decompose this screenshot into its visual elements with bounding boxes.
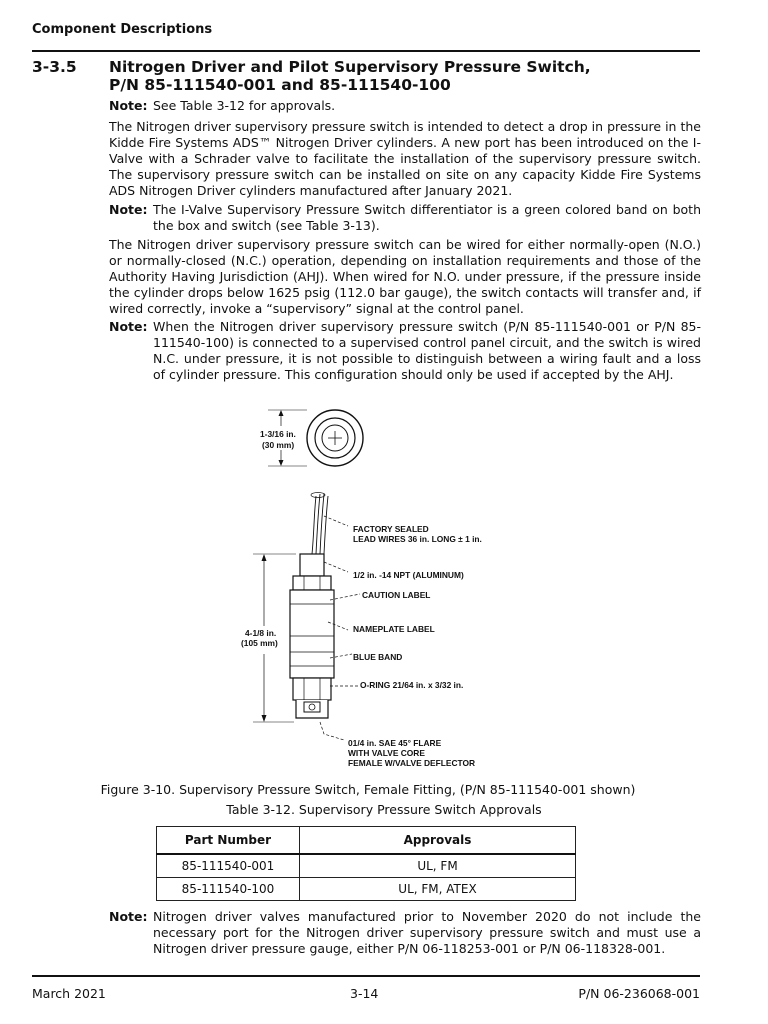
footer-page-number: 3-14 — [350, 986, 379, 1001]
header-rule — [32, 50, 700, 52]
paragraph-intro: The Nitrogen driver supervisory pressure switch is intended to detect a drop in pressure in the Kidde Fire Systems ADS™ Nitrogen Driver cylinders. A new port has been introduced on the I-Valve with a Schrader valve to facilitate the installation of the supervisory pressure switch. The supervisory pressure switch can be installed on site on any capacity Kidde Fire Systems ADS Nitrogen Driver cylinders manufactured after January 2021. — [109, 119, 701, 198]
approvals-table — [156, 826, 576, 901]
top-dim-label-1: 1-3/16 in. — [260, 429, 296, 439]
callout-leads-1: FACTORY SEALED — [353, 524, 429, 534]
callout-caution: CAUTION LABEL — [362, 590, 431, 600]
callout-flare-3: FEMALE W/VALVE DEFLECTOR — [348, 758, 476, 768]
table-caption: Table 3-12. Supervisory Pressure Switch Approvals — [226, 802, 542, 817]
pressure-switch-diagram — [220, 404, 540, 776]
callout-flare-2: WITH VALVE CORE — [348, 748, 425, 758]
cell-part-number: 85-111540-100 — [157, 878, 300, 901]
callout-npt: 1/2 in. -14 NPT (ALUMINUM) — [353, 570, 464, 580]
callout-leads-2: LEAD WIRES 36 in. LONG ± 1 in. — [353, 534, 482, 544]
note-text: See Table 3-12 for approvals. — [153, 98, 336, 113]
note-label: Note: — [109, 909, 148, 924]
callout-band: BLUE BAND — [353, 652, 403, 662]
top-view — [260, 410, 363, 466]
table-header-row — [157, 827, 576, 855]
side-view — [241, 493, 334, 723]
table-row — [157, 854, 576, 878]
callout-oring: O-RING 21/64 in. x 3/32 in. — [360, 680, 464, 690]
table-row — [157, 878, 576, 901]
note-text: The I-Valve Supervisory Pressure Switch differentiator is a green colored band on both the box and switch (see Table 3-13). — [153, 202, 701, 233]
note-text: Nitrogen driver valves manufactured prior to November 2020 do not include the necessary port for the Nitrogen driver supervisory pressure switch and must use a Nitrogen driver pressure gauge, either P/N 06-118253-001 or P/N 06-118328-001. — [153, 909, 701, 956]
footer-date: March 2021 — [32, 986, 106, 1001]
footer-rule — [32, 975, 700, 977]
note-label: Note: — [109, 202, 148, 217]
cell-approvals: UL, FM — [300, 854, 576, 878]
section-title-line1: Nitrogen Driver and Pilot Supervisory Pressure Switch, — [109, 58, 591, 76]
callout-flare-1: 01/4 in. SAE 45° FLARE — [348, 738, 442, 748]
note-label: Note: — [109, 98, 148, 113]
column-header-part-number: Part Number — [157, 827, 300, 855]
height-dim-label-2: (105 mm) — [241, 638, 278, 648]
note-supervised-circuit — [109, 319, 701, 383]
note-differentiator — [109, 202, 701, 234]
top-dim-label-2: (30 mm) — [262, 440, 295, 450]
section-title-line2: P/N 85-111540-001 and 85-111540-100 — [109, 76, 451, 94]
height-dim-label-1: 4-1/8 in. — [245, 628, 277, 638]
footer-part-number: P/N 06-236068-001 — [578, 986, 700, 1001]
paragraph-wiring: The Nitrogen driver supervisory pressure switch can be wired for either normally-open (N.O.) or normally-closed (N.C.) operation, depending on installation requirements and those of the Authority Having Jurisdiction (AHJ). When wired for N.O. under pressure, if the pressure inside the cylinder drops below 1625 psig (112.0 bar gauge), the switch contacts will transfer and, if wired correctly, invoke a “supervisory” signal at the control panel. — [109, 237, 701, 316]
callout-nameplate: NAMEPLATE LABEL — [353, 624, 435, 634]
figure-caption: Figure 3-10. Supervisory Pressure Switch, Female Fitting, (P/N 85-111540-001 shown) — [100, 782, 636, 797]
running-header: Component Descriptions — [32, 22, 213, 37]
note-text: When the Nitrogen driver supervisory pressure switch (P/N 85-111540-001 or P/N 85-111540-100) is connected to a supervised control panel circuit, and the switch is wired N.C. under pressure, it is not possible to distinguish between a wiring fault and a loss of cylinder pressure. This configuration should only be used if accepted by the AHJ. — [153, 319, 701, 382]
section-number: 3-3.5 — [32, 58, 77, 76]
note-approvals — [109, 98, 701, 114]
note-label: Note: — [109, 319, 148, 334]
cell-approvals: UL, FM, ATEX — [300, 878, 576, 901]
section-title — [109, 58, 699, 94]
cell-part-number: 85-111540-001 — [157, 854, 300, 878]
note-legacy-valves — [109, 909, 701, 957]
column-header-approvals: Approvals — [300, 827, 576, 855]
